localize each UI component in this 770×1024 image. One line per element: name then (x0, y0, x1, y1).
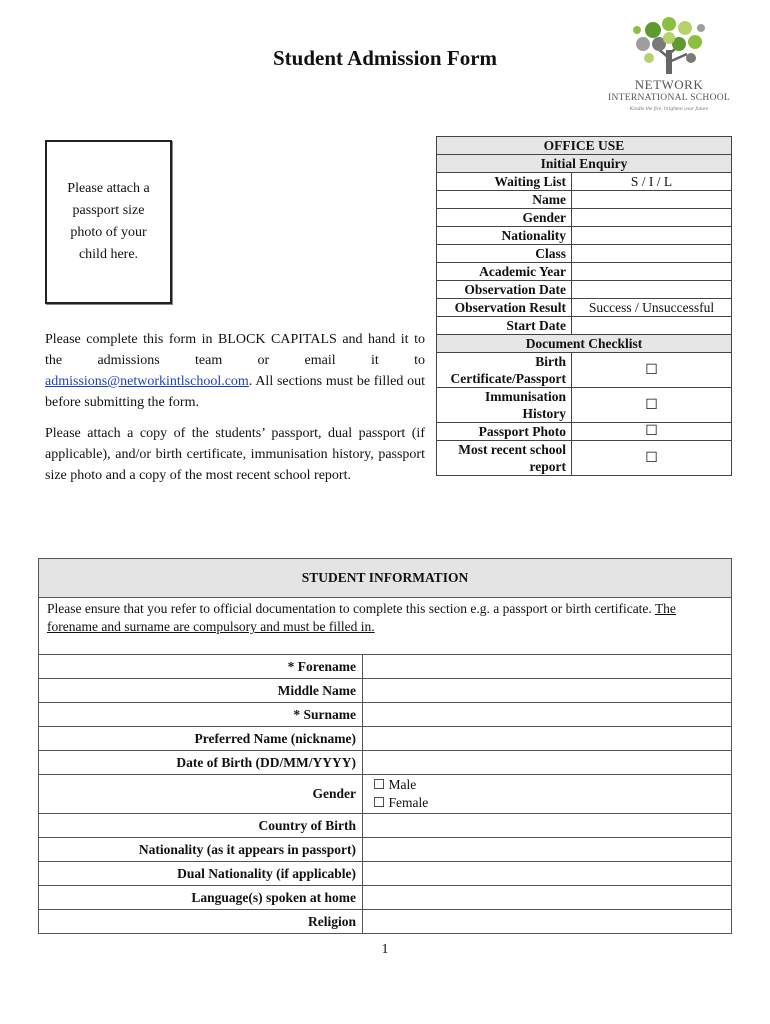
student-info-note (39, 598, 732, 655)
field-label: Religion (39, 910, 363, 934)
admissions-email-link[interactable]: admissions@networkintlschool.com (45, 374, 249, 389)
checklist-label: Birth Certificate/Passport (437, 353, 572, 388)
initial-enquiry-header: Initial Enquiry (437, 155, 732, 173)
field-label: Gender (39, 775, 363, 814)
country-of-birth-field[interactable] (363, 814, 732, 838)
office-value[interactable] (572, 227, 732, 245)
checkbox[interactable]: ☐ (572, 353, 732, 388)
religion-field[interactable] (363, 910, 732, 934)
intro-text-1: Please complete this form in BLOCK CAPITALS and hand it to the admissions team or email it to (45, 332, 425, 368)
field-label: * Forename (39, 655, 363, 679)
checklist-label: Immunisation History (437, 388, 572, 423)
office-label: Nationality (437, 227, 572, 245)
note-compulsory: The forename and surname are compulsory and must be filled in. (47, 601, 676, 634)
passport-photo-box (45, 140, 172, 304)
checkbox[interactable]: ☐ (572, 441, 732, 476)
office-value[interactable] (572, 245, 732, 263)
gender-female-checkbox[interactable]: ☐ Female (373, 795, 429, 810)
office-label: Class (437, 245, 572, 263)
photo-box-text: Please attach a passport size photo of your child here. (67, 181, 150, 262)
checklist-label: Passport Photo (437, 423, 572, 441)
checkbox[interactable]: ☐ (572, 423, 732, 441)
intro-paragraph-1 (45, 329, 425, 413)
office-label: Waiting List (437, 173, 572, 191)
intro-text-1b: . All sections must be filled out before submitting the form. (45, 374, 425, 410)
dual-nationality-field[interactable] (363, 862, 732, 886)
middle-name-field[interactable] (363, 679, 732, 703)
office-label: Observation Result (437, 299, 572, 317)
field-label: * Surname (39, 703, 363, 727)
field-label: Language(s) spoken at home (39, 886, 363, 910)
intro-paragraph-2: Please attach a copy of the students’ passport, dual passport (if applicable), and/or birth certificate, immunisation history, passport size photo and a copy of the most recent school report. (45, 426, 425, 483)
document-checklist-header: Document Checklist (437, 335, 732, 353)
field-label: Dual Nationality (if applicable) (39, 862, 363, 886)
field-label: Nationality (as it appears in passport) (39, 838, 363, 862)
preferred-name-field[interactable] (363, 727, 732, 751)
office-value[interactable]: S / I / L (572, 173, 732, 191)
office-use-header: OFFICE USE (437, 137, 732, 155)
checklist-label: Most recent school report (437, 441, 572, 476)
office-value[interactable] (572, 191, 732, 209)
logo-subtitle: INTERNATIONAL SCHOOL (607, 93, 730, 103)
page-title: Student Admission Form (272, 46, 498, 70)
student-information-table (38, 558, 732, 934)
student-information-header: STUDENT INFORMATION (39, 559, 732, 598)
office-value[interactable] (572, 263, 732, 281)
logo-tagline: Kindle the fire, brighten your future (629, 106, 709, 112)
logo-name: NETWORK (634, 77, 704, 92)
surname-field[interactable] (363, 703, 732, 727)
forename-field[interactable] (363, 655, 732, 679)
languages-field[interactable] (363, 886, 732, 910)
tree-icon (631, 14, 707, 76)
office-label: Academic Year (437, 263, 572, 281)
page-number: 1 (381, 942, 389, 957)
office-value[interactable] (572, 317, 732, 335)
checkbox[interactable]: ☐ (572, 388, 732, 423)
office-label: Start Date (437, 317, 572, 335)
field-label: Date of Birth (DD/MM/YYYY) (39, 751, 363, 775)
office-value[interactable] (572, 209, 732, 227)
office-label: Gender (437, 209, 572, 227)
office-label: Observation Date (437, 281, 572, 299)
office-label: Name (437, 191, 572, 209)
date-of-birth-field[interactable] (363, 751, 732, 775)
nationality-field[interactable] (363, 838, 732, 862)
field-label: Country of Birth (39, 814, 363, 838)
school-logo (604, 14, 734, 124)
field-label: Preferred Name (nickname) (39, 727, 363, 751)
gender-options (363, 775, 732, 814)
field-label: Middle Name (39, 679, 363, 703)
gender-male-checkbox[interactable]: ☐ Male (373, 777, 417, 792)
note-text: Please ensure that you refer to official documentation to complete this section e.g. a passport or birth certificate. (47, 601, 655, 616)
office-value[interactable] (572, 281, 732, 299)
office-value[interactable]: Success / Unsuccessful (572, 299, 732, 317)
office-use-table (436, 136, 732, 476)
